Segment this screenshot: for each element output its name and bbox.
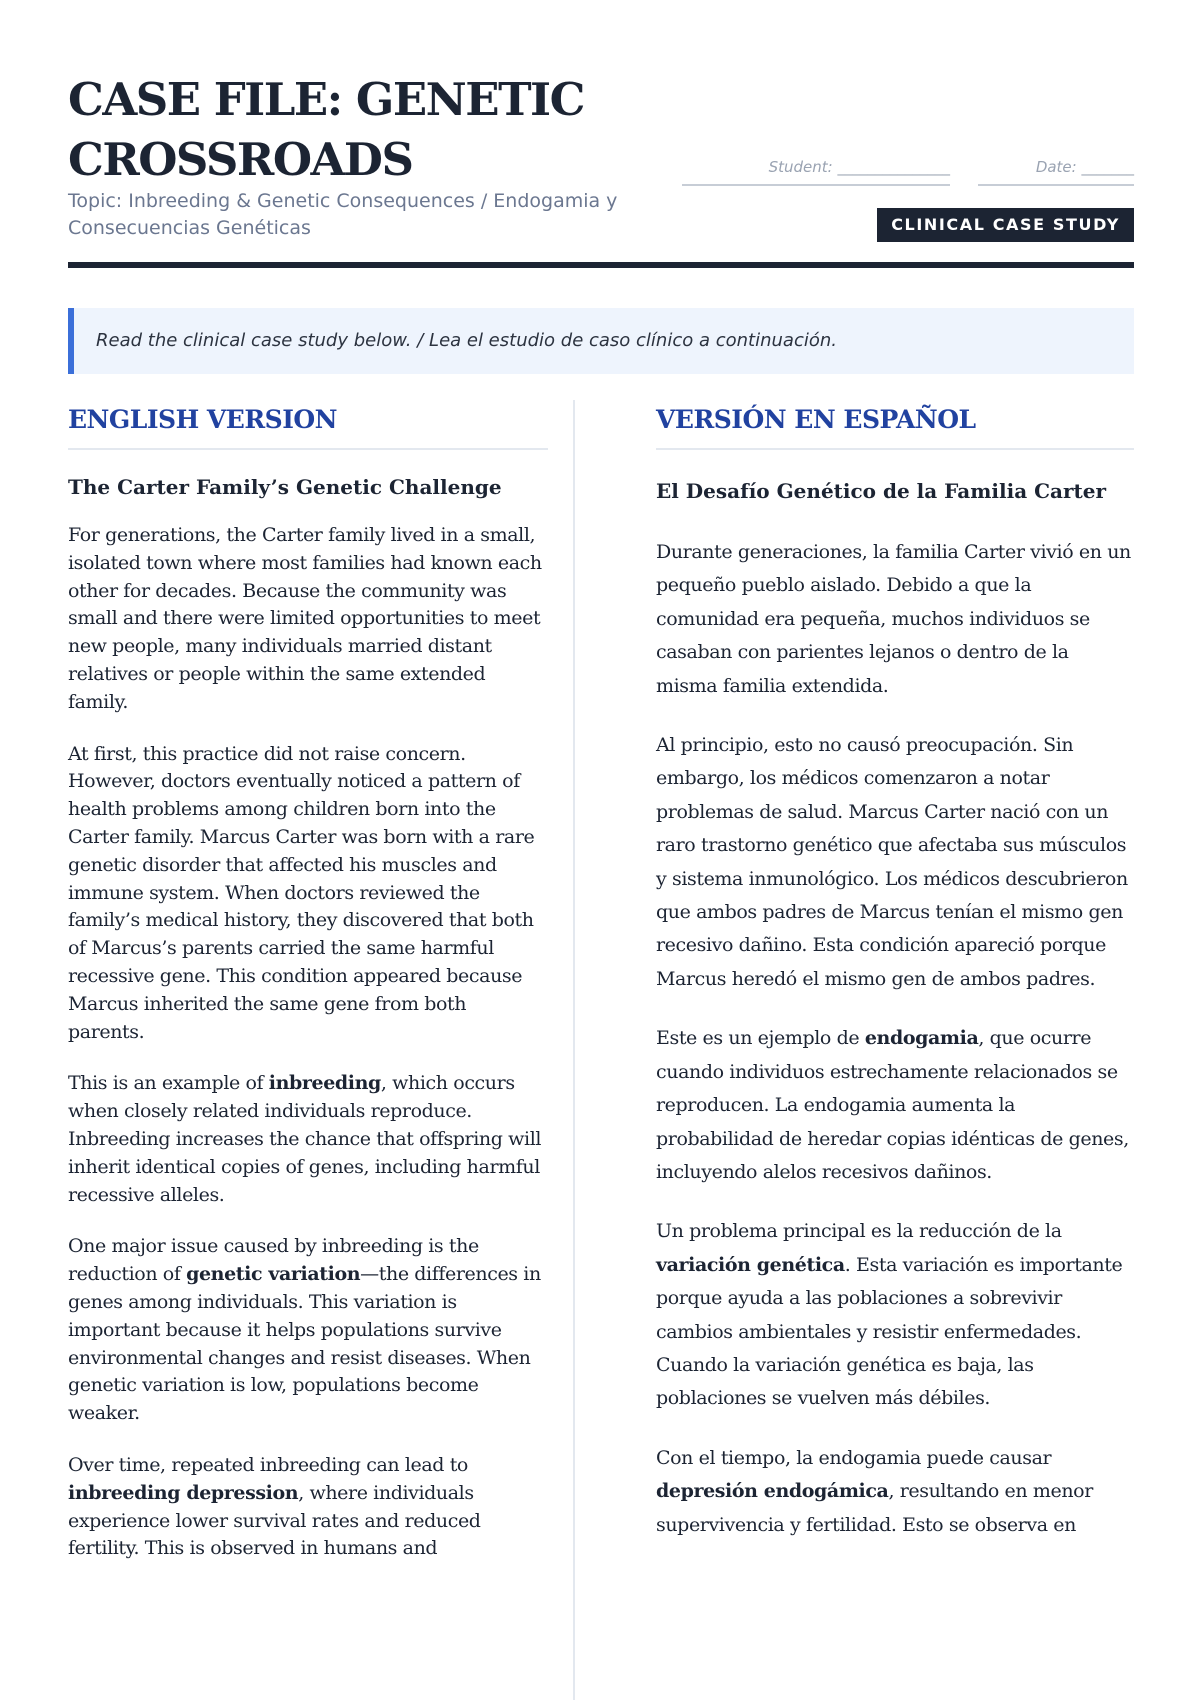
english-heading: ENGLISH VERSION [68,400,548,450]
english-paragraph-2: At first, this practice did not raise concern. However, doctors eventually noticed a pattern of health problems among children born into the Carter family. Marcus Carter was born with a rare genetic disorder that affected his muscles and immune system. When doctors reviewed the family’s medical history, they discovered that both of Marcus’s parents carried the same harmful recessive gene. This condition appeared because Marcus inherited the same gene from both parents. [68,742,535,1043]
date-field[interactable]: Date: _______ [978,154,1134,186]
text-run: Con el tiempo, la endogamia puede causar [656,1446,1052,1469]
text-run: Este es un ejemplo de [656,1027,865,1050]
english-column [68,400,548,1587]
spanish-heading: VERSIÓN EN ESPAÑOL [656,400,1134,450]
text-run: One major issue caused by inbreeding is the reduction of [68,1235,479,1286]
text-run: —the differences in genes among individuals. This variation is important because it helps populations survive environmental changes and resist diseases. When genetic variation is low, populations become weaker. [68,1263,541,1425]
spanish-paragraph-2: Al principio, esto no causó preocupación. Sin embargo, los médicos comenzaron a notar problemas de salud. Marcus Carter nació con un raro trastorno genético que afectaba sus músculos y sistema inmunológico. Los médicos descubrieron que ambos padres de Marcus tenían el mismo gen recesivo dañino. Esta condición apareció porque Marcus heredó el mismo gen de ambos padres. [656,734,1128,990]
page-title: CASE FILE: GENETIC CROSSROADS [68,73,584,186]
header-divider [68,262,1134,268]
case-type-badge: CLINICAL CASE STUDY [877,208,1134,242]
column-divider [573,400,575,1700]
spanish-paragraph-1: Durante generaciones, la familia Carter vivió en un pequeño pueblo aislado. Debido a que la comunidad era pequeña, muchos individuos se casaban con parientes lejanos o dentro de la misma familia extendida. [656,541,1131,697]
instruction-box: Read the clinical case study below. / Lea el estudio de caso clínico a continuación. [68,308,1134,374]
spanish-paragraph-5 [656,1442,1134,1542]
spanish-paragraph-3 [656,1022,1134,1189]
spanish-story-title: El Desafío Genético de la Familia Carter [656,479,1107,503]
key-term-depresion-endogamica: depresión endogámica [656,1480,889,1503]
english-story-title: The Carter Family’s Genetic Challenge [68,475,502,499]
english-paragraph-4 [68,1233,548,1428]
worksheet-page [68,70,1134,1560]
text-run: , where individuals experience lower survival rates and reduced fertility. This is observed in humans and [68,1481,481,1560]
key-term-inbreeding: inbreeding [268,1072,381,1095]
text-run: , que ocurre cuando individuos estrechamente relacionados se reproducen. La endogamia aumenta la probabilidad de heredar copias idénticas de genes, incluyendo alelos recesivos dañinos. [656,1027,1129,1183]
text-run: This is an example of [68,1072,269,1095]
key-term-inbreeding-depression: inbreeding depression [68,1481,299,1504]
student-name-field[interactable]: Student: _______________ [682,154,950,186]
text-run: , resultando en menor supervivencia y fertilidad. Esto se observa en [656,1480,1093,1536]
spanish-column [656,400,1134,1568]
key-term-genetic-variation: genetic variation [186,1263,361,1286]
text-run: Un problema principal es la reducción de la [656,1220,1062,1243]
text-run: Over time, repeated inbreeding can lead to [68,1453,468,1476]
spanish-paragraph-4 [656,1215,1134,1415]
english-paragraph-3 [68,1070,548,1209]
worksheet-header [68,70,1134,262]
key-term-variacion-genetica: variación genética [656,1253,845,1276]
topic-line: Topic: Inbreeding & Genetic Consequences / Endogamia y Consecuencias Genéticas [68,190,618,239]
text-run: , which occurs when closely related individuals reproduce. Inbreeding increases the chance that offspring will inherit identical copies of genes, including harmful recessive alleles. [68,1072,542,1206]
english-paragraph-5 [68,1452,548,1563]
english-paragraph-1: For generations, the Carter family lived in a small, isolated town where most families had known each other for decades. Because the community was small and there were limited opportunities to meet new people, many individuals married distant relatives or people within the same extended family. [68,524,542,713]
text-run: . Esta variación es importante porque ayuda a las poblaciones a sobrevivir cambios ambientales y resistir enfermedades. Cuando la variación genética es baja, las poblaciones se vuelven más débiles. [656,1253,1123,1410]
key-term-endogamia: endogamia [864,1027,979,1050]
